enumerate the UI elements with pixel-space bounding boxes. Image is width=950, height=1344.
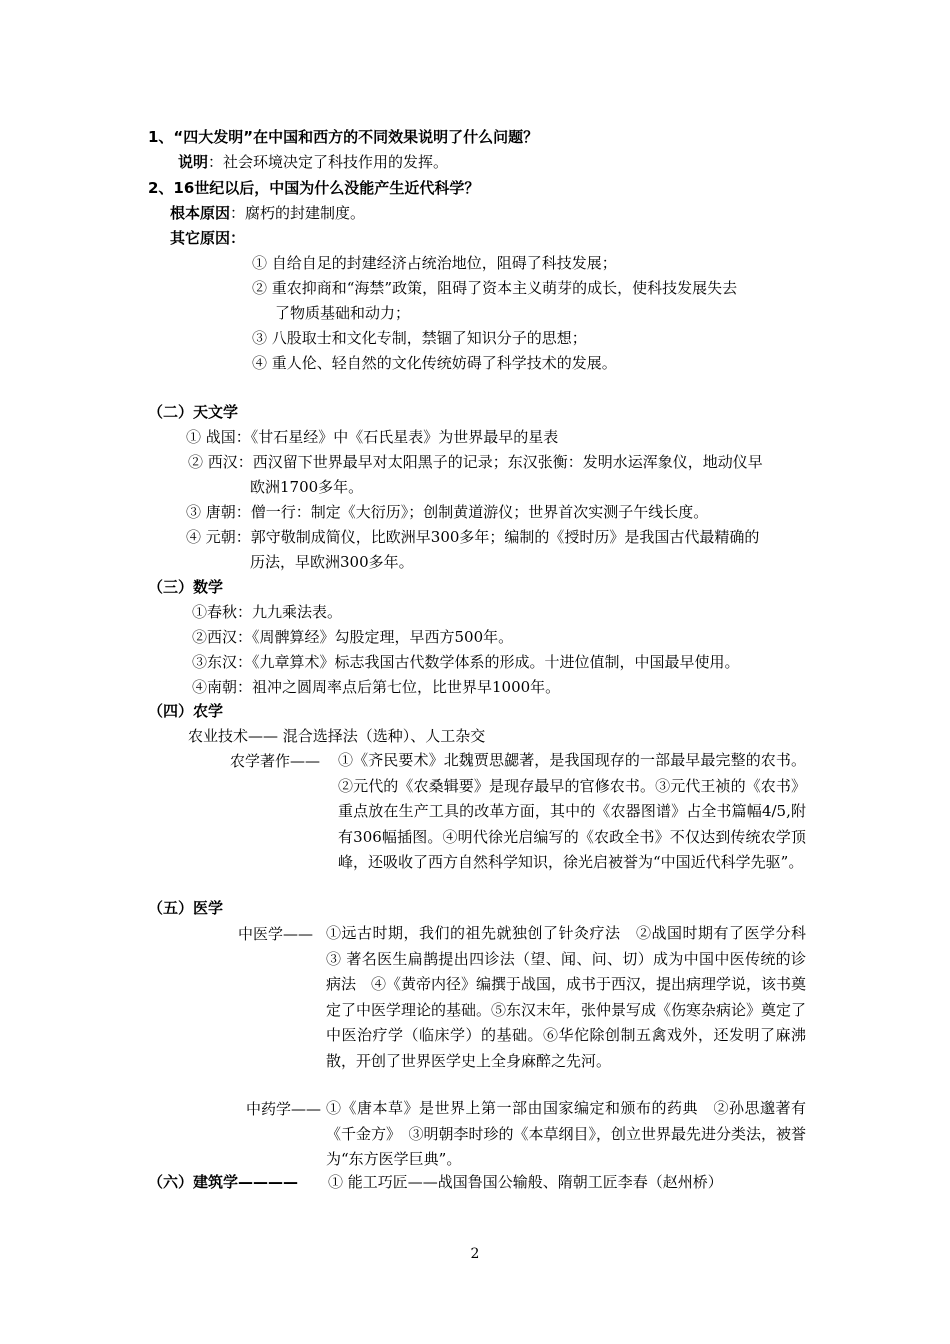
math-item: ③东汉：《九章算术》标志我国古代数学体系的形成。十进位值制，中国最早使用。 — [192, 653, 740, 671]
reason-item: ① 自给自足的封建经济占统治地位，阻碍了科技发展； — [252, 254, 617, 272]
tcm-text: ①远古时期，我们的祖先就独创了针灸疗法 ②战国时期有了医学分科 ③ 著名医生扁鹊提出四诊法（望、闻、问、切）成为中国中医传统的诊病法 ④《黄帝内径》编撰于战国，成书于西汉，提出病理学说，该书奠定了中医学理论的基础。⑤东汉末年，张仲景写成《伤寒杂病论》奠定了中医治疗学（临床学）的基础。⑥华佗除创制五禽戏外，还发明了麻沸散，开创了世界医学史上全身麻醉之先河。 — [326, 924, 822, 1070]
root-cause — [170, 203, 365, 223]
architecture-heading: （六）建筑学———— — [148, 1173, 299, 1191]
reason-item: ② 重农抑商和“海禁”政策，阻碍了资本主义萌芽的成长，使科技发展失去 — [252, 279, 738, 297]
pharmacology-label: 中药学—— — [246, 1100, 322, 1118]
astronomy-item: 历法，早欧洲300多年。 — [250, 553, 414, 571]
agriculture-heading: （四）农学 — [148, 702, 224, 720]
medicine-heading: （五）医学 — [148, 899, 224, 917]
astronomy-heading: （二）天文学 — [148, 403, 239, 421]
question-2-title: 2、16世纪以后，中国为什么没能产生近代科学？ — [148, 179, 480, 197]
math-item: ②西汉：《周髀算经》勾股定理，早西方500年。 — [192, 628, 514, 646]
reason-item: 了物质基础和动力； — [275, 304, 411, 322]
tcm-label: 中医学—— — [238, 925, 314, 943]
note-label: 说明 — [178, 153, 209, 171]
math-heading: （三）数学 — [148, 578, 224, 596]
reason-item: ④ 重人伦、轻自然的文化传统妨碍了科学技术的发展。 — [252, 354, 617, 372]
root-cause-label: 根本原因 — [170, 204, 231, 222]
agriculture-tech: 农业技术—— 混合选择法（选种）、人工杂交 — [188, 727, 486, 745]
math-item: ①春秋：九九乘法表。 — [192, 603, 343, 621]
architecture-text: ① 能工巧匠——战国鲁国公输般、隋朝工匠李春（赵州桥） — [328, 1173, 723, 1191]
astronomy-item: ③ 唐朝：僧一行：制定《大衍历》；创制黄道游仪；世界首次实测子午线长度。 — [186, 503, 709, 521]
astronomy-item: ② 西汉：西汉留下世界最早对太阳黑子的记录；东汉张衡：发明水运浑象仪，地动仪早 — [188, 453, 763, 471]
note-text: ：社会环境决定了科技作用的发挥。 — [208, 153, 449, 171]
math-item: ④南朝：祖冲之圆周率点后第七位，比世界早1000年。 — [192, 678, 561, 696]
reason-item: ③ 八股取士和文化专制，禁锢了知识分子的思想； — [252, 329, 587, 347]
root-cause-text: ：腐朽的封建制度。 — [230, 204, 366, 222]
pharmacology-text: ①《唐本草》是世界上第一部由国家编定和颁布的药典 ②孙思邈著有《千金方》 ③明朝李时珍的《本草纲目》，创立世界最先进分类法，被誉为“东方医学巨典”。 — [326, 1099, 807, 1168]
astronomy-item: 欧洲1700多年。 — [250, 478, 364, 496]
agriculture-books-text: ①《齐民要术》北魏贾思勰著，是我国现存的一部最早最完整的农书。②元代的《农桑辑要》是现存最早的官修农书。③元代王祯的《农书》重点放在生产工具的改革方面，其中的《农器图谱》占全书篇幅4/5,附有306幅插图。④明代徐光启编写的《农政全书》不仅达到传统农学顶峰，还吸收了西方自然科学知识，徐光启被誉为“中国近代科学先驱”。 — [338, 751, 806, 871]
other-causes-label: 其它原因： — [170, 229, 246, 247]
agriculture-books-label: 农学著作—— — [230, 752, 321, 770]
astronomy-item: ① 战国：《甘石星经》中《石氏星表》为世界最早的星表 — [186, 428, 559, 446]
astronomy-item: ④ 元朝：郭守敬制成简仪，比欧洲早300多年；编制的《授时历》是我国古代最精确的 — [186, 528, 760, 546]
page-number: 2 — [470, 1246, 480, 1262]
question-1-answer — [178, 152, 448, 172]
question-1-title: 1、“四大发明”在中国和西方的不同效果说明了什么问题？ — [148, 128, 539, 146]
